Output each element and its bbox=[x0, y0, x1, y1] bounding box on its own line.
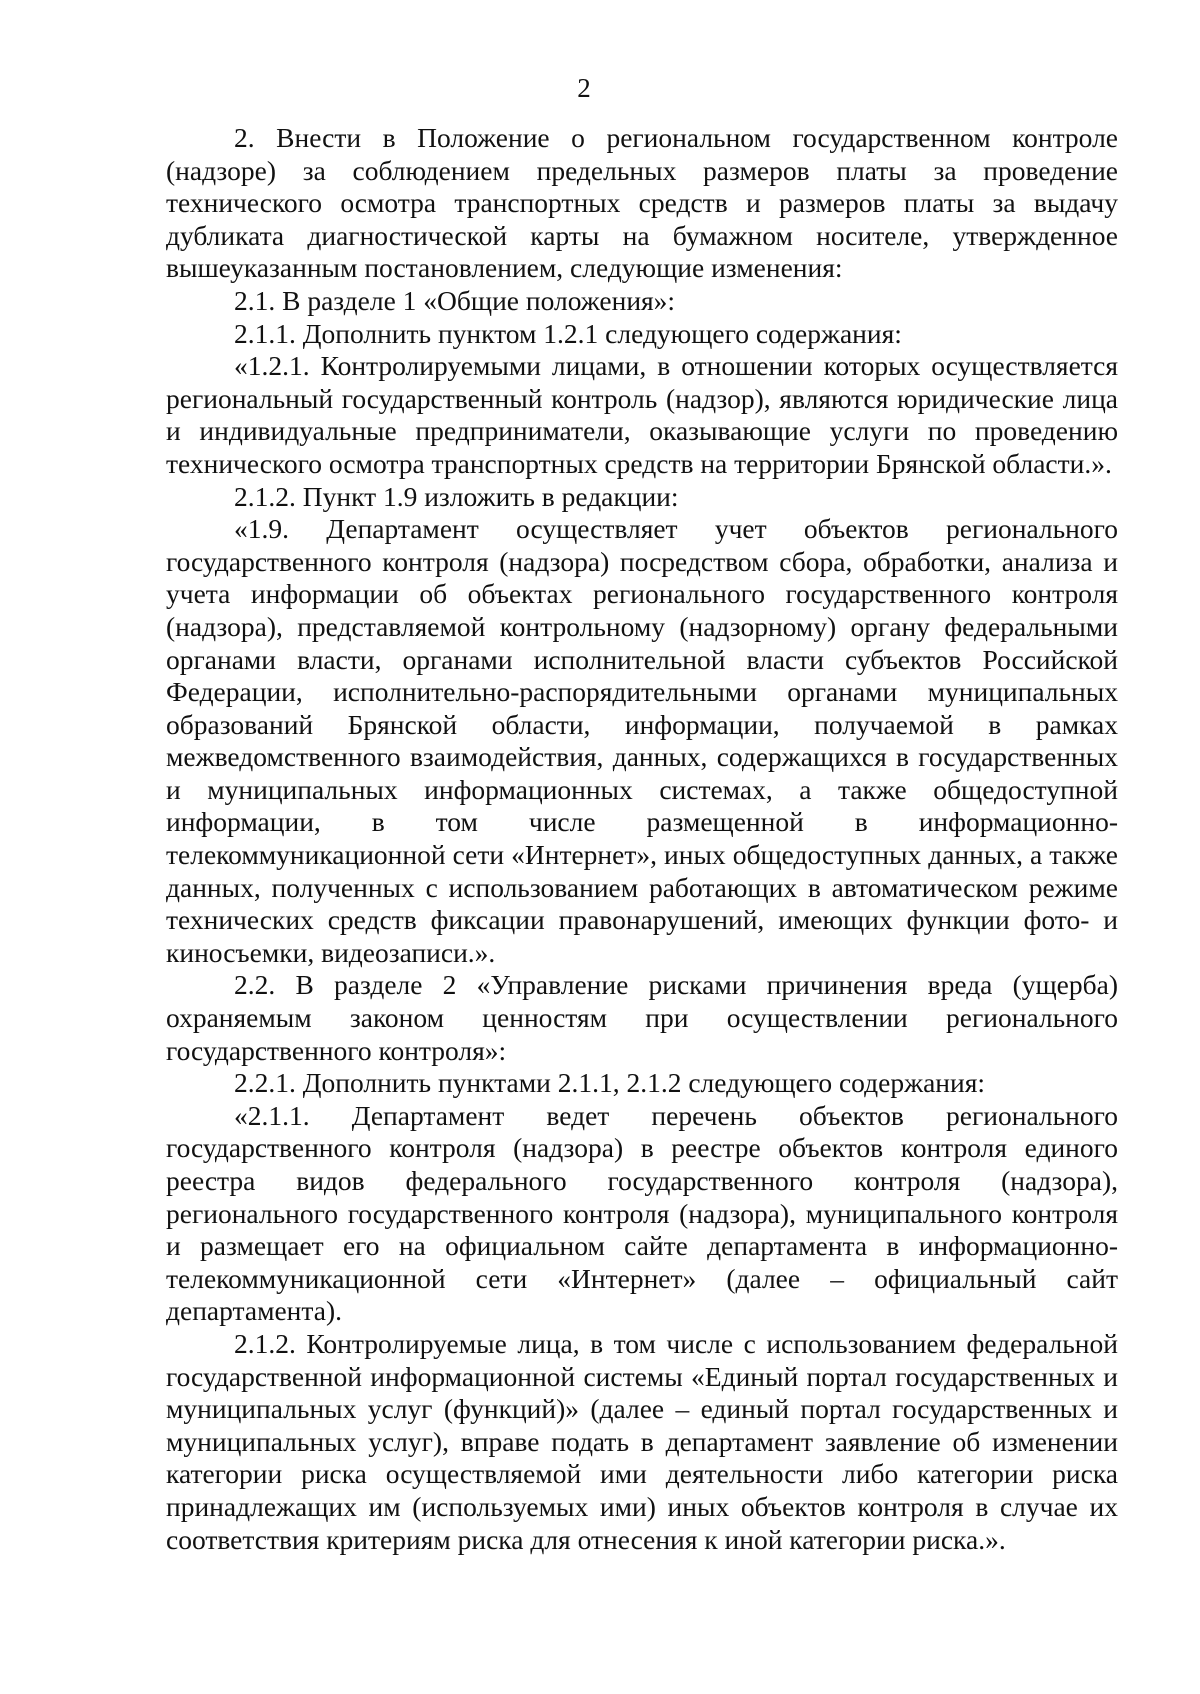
paragraph-section-2: 2.2. В разделе 2 «Управление рисками причинения вреда (ущерба) охраняемым законом ценностям при осуществлении регионального государственного контроля»: bbox=[166, 969, 1118, 1066]
paragraph-amend-regulation: 2. Внести в Положение о региональном государственном контроле (надзоре) за соблюдением предельных размеров платы за проведение технического осмотра транспортных средств и размеров платы за выдачу дубликата диагностической карты на бумажном носителе, утвержденное вышеуказанным постановлением, следующие изменения: bbox=[166, 122, 1118, 284]
paragraph-item-2-1-1: 2.1.1. Дополнить пунктом 1.2.1 следующего содержания: bbox=[234, 317, 902, 349]
paragraph-item-2-2-1: 2.2.1. Дополнить пунктами 2.1.1, 2.1.2 следующего содержания: bbox=[234, 1067, 986, 1099]
paragraph-section-1: 2.1. В разделе 1 «Общие положения»: bbox=[234, 284, 676, 316]
paragraph-clause-2-1-1: «2.1.1. Департамент ведет перечень объектов регионального государственного контроля (надзора) в реестре объектов контроля единого реестра видов федерального государственного контроля (надзора), регионального государственного контроля (надзора), муниципального контроля и размещает его на официальном сайте департамента в информационно-телекоммуникационной сети «Интернет» (далее – официальный сайт департамента). bbox=[166, 1099, 1118, 1327]
paragraph-item-2-1-2: 2.1.2. Пункт 1.9 изложить в редакции: bbox=[234, 480, 679, 512]
document-body bbox=[166, 122, 1118, 1556]
paragraph-clause-2-1-2: 2.1.2. Контролируемые лица, в том числе с использованием федеральной государственной информационной системы «Единый портал государственных и муниципальных услуг (функций)» (далее – единый портал государственных и муниципальных услуг), вправе подать в департамент заявление об изменении категории риска осуществляемой ими деятельности либо категории риска принадлежащих им (используемых ими) иных объектов контроля в случае их соответствия критериям риска для отнесения к иной категории риска.». bbox=[166, 1327, 1118, 1555]
paragraph-clause-1-2-1: «1.2.1. Контролируемыми лицами, в отношении которых осуществляется региональный государственный контроль (надзор), являются юридические лица и индивидуальные предприниматели, оказывающие услуги по проведению технического осмотра транспортных средств на территории Брянской области.». bbox=[166, 350, 1118, 479]
page-number: 2 bbox=[577, 73, 591, 103]
paragraph-clause-1-9: «1.9. Департамент осуществляет учет объектов регионального государственного контроля (надзора) посредством сбора, обработки, анализа и учета информации об объектах регионального государственного контроля (надзора), представляемой контрольному (надзорному) органу федеральными органами власти, органами исполнительной власти субъектов Российской Федерации, исполнительно-распорядительными органами муниципальных образований Брянской области, информации, получаемой в рамках межведомственного взаимодействия, данных, содержащихся в государственных и муниципальных информационных системах, а также общедоступной информации, в том числе размещенной в информационно-телекоммуникационной сети «Интернет», иных общедоступных данных, а также данных, полученных с использованием работающих в автоматическом режиме технических средств фиксации правонарушений, имеющих функции фото- и киносъемки, видеозаписи.». bbox=[166, 513, 1118, 968]
